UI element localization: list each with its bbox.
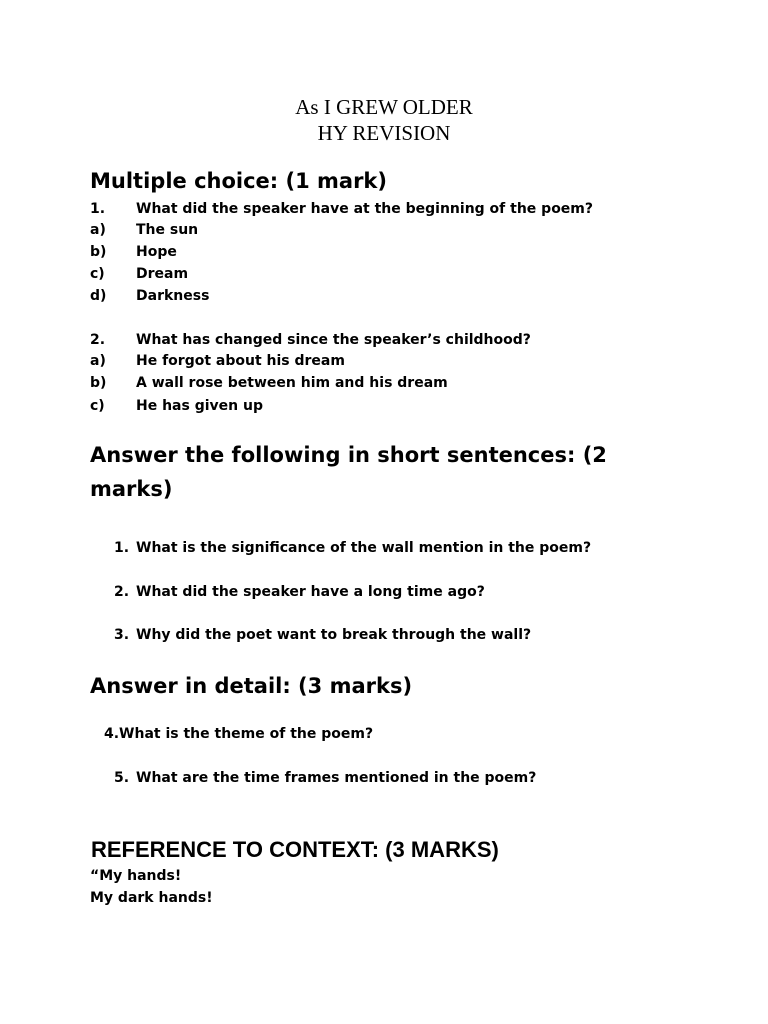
document-subtitle: HY REVISION (317, 121, 451, 145)
option-text: Darkness (136, 288, 210, 304)
question-text: What has changed since the speaker’s childhood? (136, 332, 531, 348)
option-label: a) (90, 353, 106, 369)
question-number: 5. (114, 770, 130, 786)
context-line-2: My dark hands! (90, 890, 213, 906)
option-text: Hope (136, 244, 177, 260)
question-number: 1. (90, 201, 106, 217)
question-number: 2. (114, 584, 130, 600)
option-label: c) (90, 266, 105, 282)
question-text: Why did the poet want to break through the wall? (136, 627, 532, 643)
question-text: What did the speaker have a long time ago? (136, 584, 485, 600)
detail-question-4: 4.What is the theme of the poem? (104, 726, 374, 742)
option-text: He forgot about his dream (136, 353, 345, 369)
question-number: 1. (114, 540, 130, 556)
option-text: Dream (136, 266, 189, 282)
option-label: b) (90, 244, 107, 260)
option-label: c) (90, 398, 105, 414)
option-text: He has given up (136, 398, 263, 414)
option-text: A wall rose between him and his dream (136, 375, 448, 391)
question-text: What did the speaker have at the beginning of the poem? (136, 201, 594, 217)
option-text: The sun (136, 222, 199, 238)
mcq-heading: Multiple choice: (1 mark) (90, 169, 387, 193)
question-text: What are the time frames mentioned in the poem? (136, 770, 537, 786)
question-number: 3. (114, 627, 130, 643)
detail-heading: Answer in detail: (3 marks) (90, 674, 413, 698)
option-label: a) (90, 222, 106, 238)
document-title: As I GREW OLDER (295, 95, 473, 119)
context-heading: REFERENCE TO CONTEXT: (3 MARKS) (91, 837, 499, 862)
question-number: 2. (90, 332, 106, 348)
short-answer-heading: Answer the following in short sentences: (2 marks) (90, 443, 607, 501)
option-label: d) (90, 288, 107, 304)
question-text: What is the significance of the wall mention in the poem? (136, 540, 592, 556)
option-label: b) (90, 375, 107, 391)
context-line-1: “My hands! (90, 868, 182, 884)
